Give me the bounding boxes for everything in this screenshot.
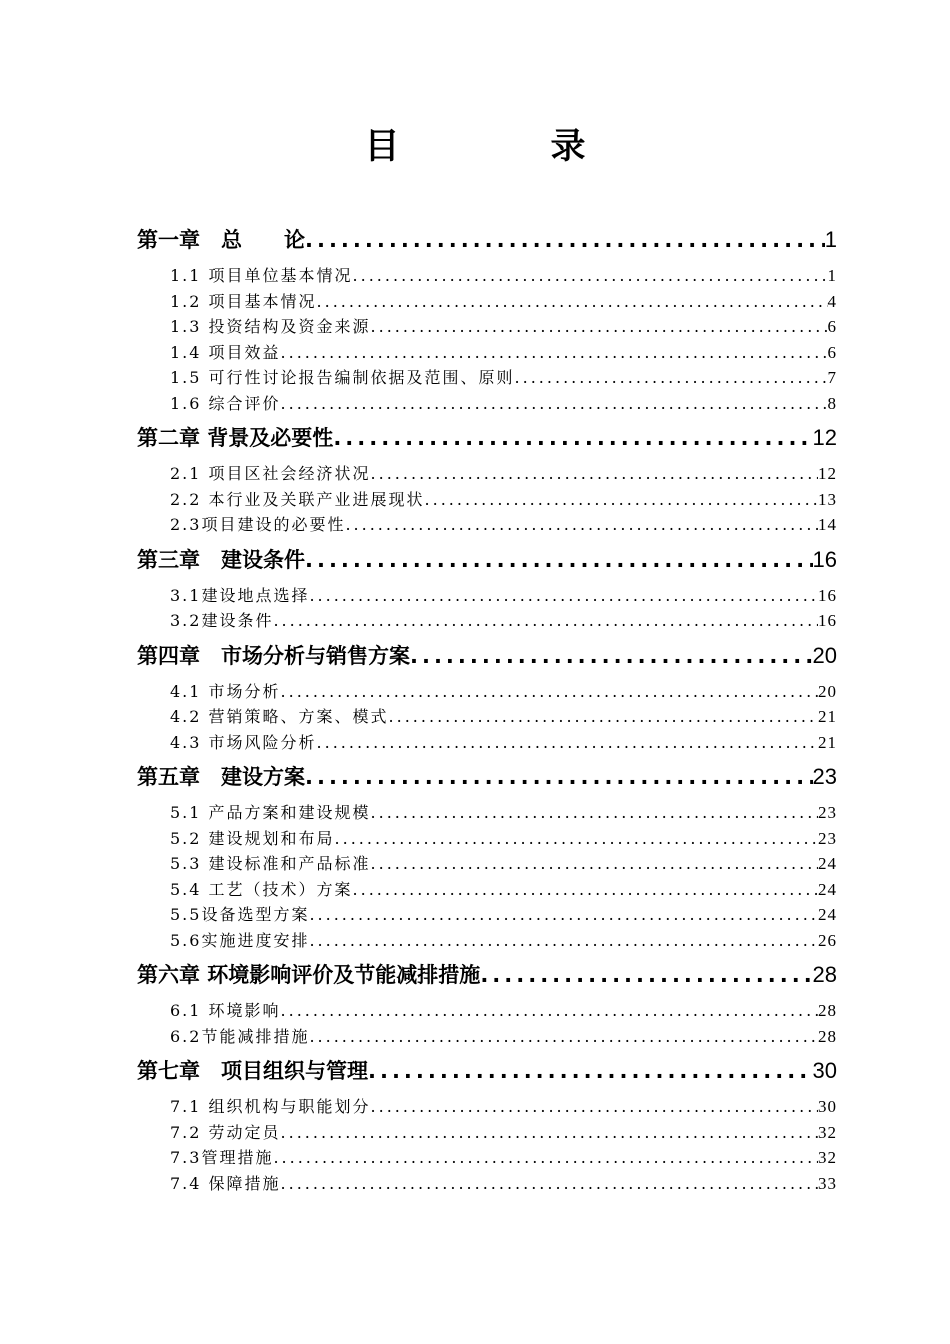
toc-section-page-number: 26 xyxy=(818,930,837,950)
toc-section-page-number: 13 xyxy=(818,489,837,509)
toc-chapter-entry[interactable] xyxy=(137,757,837,797)
toc-section-page-number: 32 xyxy=(818,1122,837,1142)
toc-section-entry[interactable] xyxy=(137,1171,837,1197)
toc-chapter-page-number: 1 xyxy=(824,227,837,252)
toc-dot-leader xyxy=(515,365,828,391)
toc-section-page-number: 24 xyxy=(818,905,837,924)
toc-section-page-number: 24 xyxy=(818,879,837,899)
toc-section-page-number: 33 xyxy=(818,1173,837,1193)
toc-section-page-number: 23 xyxy=(818,803,837,822)
toc-dot-leader xyxy=(353,263,828,289)
toc-section-title: 1.5 可行性讨论报告编制依据及范围、原则 xyxy=(170,368,515,387)
toc-section-entry[interactable] xyxy=(137,800,837,826)
toc-section-title: 6.2节能减排措施 xyxy=(170,1026,310,1046)
toc-section-page-number: 8 xyxy=(827,393,837,413)
toc-section-title: 1.4 项目效益 xyxy=(170,342,281,362)
toc-section-entry[interactable] xyxy=(137,998,837,1024)
toc-section-entry[interactable] xyxy=(137,730,837,756)
toc-chapter-page-number: 30 xyxy=(812,1058,837,1083)
toc-section-entry[interactable] xyxy=(137,583,837,609)
toc-dot-leader xyxy=(305,540,813,580)
toc-dot-leader xyxy=(309,1024,818,1050)
toc-chapter-title: 第五章 建设方案 xyxy=(137,765,305,789)
toc-dot-leader xyxy=(371,314,828,340)
toc-dot-leader xyxy=(281,998,818,1024)
toc-dot-leader xyxy=(335,826,818,852)
toc-section-page-number: 16 xyxy=(818,611,837,630)
toc-dot-leader xyxy=(333,418,812,458)
toc-section-entry[interactable] xyxy=(137,1145,837,1171)
toc-dot-leader xyxy=(425,487,818,513)
toc-dot-leader xyxy=(309,902,818,928)
toc-dot-leader xyxy=(309,583,818,609)
toc-section-page-number: 23 xyxy=(818,828,837,848)
toc-dot-leader xyxy=(281,679,818,705)
toc-chapter-entry[interactable] xyxy=(137,418,837,458)
toc-chapter-entry[interactable] xyxy=(137,1051,837,1091)
toc-section-entry[interactable] xyxy=(137,487,837,513)
toc-dot-leader xyxy=(273,608,818,634)
toc-section-entry[interactable] xyxy=(137,826,837,852)
toc-chapter-page-number: 16 xyxy=(812,546,837,572)
toc-chapter-page-number: 23 xyxy=(812,764,837,789)
toc-dot-leader xyxy=(281,1120,818,1146)
toc-chapter-entry[interactable] xyxy=(137,220,837,260)
toc-section-page-number: 24 xyxy=(818,854,837,873)
toc-section-entry[interactable] xyxy=(137,679,837,705)
toc-dot-leader xyxy=(389,704,818,730)
toc-chapter-title: 第一章 总 论 xyxy=(137,228,305,252)
toc-section-title: 7.1 组织机构与职能划分 xyxy=(170,1097,371,1116)
toc-dot-leader xyxy=(410,636,813,676)
toc-section-title: 7.3管理措施 xyxy=(170,1148,274,1167)
toc-section-title: 1.2 项目基本情况 xyxy=(170,291,317,311)
toc-section-entry[interactable] xyxy=(137,314,837,340)
toc-section-title: 5.2 建设规划和布局 xyxy=(170,828,335,848)
toc-section-title: 5.6实施进度安排 xyxy=(170,930,310,950)
toc-dot-leader xyxy=(345,512,818,538)
toc-section-title: 4.3 市场风险分析 xyxy=(170,732,317,752)
toc-chapter-title: 第四章 市场分析与销售方案 xyxy=(137,643,410,668)
toc-section-title: 2.2 本行业及关联产业进展现状 xyxy=(170,489,425,509)
toc-dot-leader xyxy=(305,757,813,797)
toc-section-title: 7.4 保障措施 xyxy=(170,1173,281,1193)
toc-section-entry[interactable] xyxy=(137,289,837,315)
toc-section-entry[interactable] xyxy=(137,365,837,391)
toc-section-page-number: 28 xyxy=(818,1026,837,1046)
toc-section-page-number: 28 xyxy=(818,1001,837,1020)
toc-dot-leader xyxy=(353,877,818,903)
toc-chapter-title: 第二章 背景及必要性 xyxy=(137,426,334,450)
toc-section-title: 7.2 劳动定员 xyxy=(170,1122,281,1142)
toc-section-page-number: 32 xyxy=(818,1148,837,1167)
toc-section-page-number: 7 xyxy=(827,368,837,387)
toc-title: 目 录 xyxy=(364,127,644,167)
toc-section-entry[interactable] xyxy=(137,851,837,877)
toc-section-entry[interactable] xyxy=(137,340,837,366)
toc-section-title: 5.3 建设标准和产品标准 xyxy=(170,854,371,873)
toc-chapter-page-number: 28 xyxy=(812,962,837,987)
toc-chapter-entry[interactable] xyxy=(137,540,837,580)
toc-section-page-number: 30 xyxy=(818,1097,837,1116)
toc-section-title: 2.3项目建设的必要性 xyxy=(170,515,346,534)
toc-section-entry[interactable] xyxy=(137,1120,837,1146)
toc-section-entry[interactable] xyxy=(137,902,837,928)
toc-dot-leader xyxy=(368,1051,813,1091)
toc-chapter-page-number: 12 xyxy=(812,425,837,450)
toc-section-title: 6.1 环境影响 xyxy=(170,1001,281,1020)
toc-section-page-number: 6 xyxy=(827,342,837,362)
toc-section-entry[interactable] xyxy=(137,391,837,417)
toc-dot-leader xyxy=(309,928,818,954)
toc-section-title: 5.5设备选型方案 xyxy=(170,905,310,924)
toc-dot-leader xyxy=(371,800,818,826)
toc-section-title: 1.1 项目单位基本情况 xyxy=(170,266,353,285)
toc-chapter-title: 第七章 项目组织与管理 xyxy=(137,1059,368,1083)
toc-section-title: 1.6 综合评价 xyxy=(170,393,281,413)
toc-section-page-number: 14 xyxy=(818,515,837,534)
toc-section-title: 3.1建设地点选择 xyxy=(170,585,310,605)
toc-chapter-entry[interactable] xyxy=(137,636,837,676)
toc-section-page-number: 20 xyxy=(818,681,837,701)
toc-chapter-entry[interactable] xyxy=(137,955,837,995)
toc-section-title: 4.2 营销策略、方案、模式 xyxy=(170,707,389,726)
toc-chapter-page-number: 20 xyxy=(812,642,837,668)
toc-chapter-title: 第三章 建设条件 xyxy=(137,547,305,572)
toc-dot-leader xyxy=(305,220,825,260)
toc-section-title: 5.4 工艺（技术）方案 xyxy=(170,879,353,899)
toc-section-entry[interactable] xyxy=(137,263,837,289)
toc-section-entry[interactable] xyxy=(137,608,837,634)
toc-section-entry[interactable] xyxy=(137,928,837,954)
toc-section-entry[interactable] xyxy=(137,704,837,730)
toc-section-entry[interactable] xyxy=(137,461,837,487)
table-of-contents xyxy=(137,218,837,1196)
toc-dot-leader xyxy=(281,340,828,366)
toc-section-page-number: 4 xyxy=(827,291,837,311)
toc-section-entry[interactable] xyxy=(137,877,837,903)
toc-dot-leader xyxy=(480,955,812,995)
toc-dot-leader xyxy=(371,461,818,487)
toc-section-entry[interactable] xyxy=(137,512,837,538)
toc-dot-leader xyxy=(371,1094,818,1120)
toc-dot-leader xyxy=(317,730,818,756)
toc-section-page-number: 12 xyxy=(818,464,837,483)
toc-section-page-number: 21 xyxy=(818,707,837,726)
toc-dot-leader xyxy=(317,289,828,315)
toc-section-entry[interactable] xyxy=(137,1024,837,1050)
toc-section-title: 2.1 项目区社会经济状况 xyxy=(170,464,371,483)
toc-section-entry[interactable] xyxy=(137,1094,837,1120)
toc-dot-leader xyxy=(273,1145,818,1171)
toc-section-page-number: 1 xyxy=(827,266,837,285)
toc-dot-leader xyxy=(281,1171,818,1197)
toc-section-page-number: 6 xyxy=(827,317,837,336)
toc-dot-leader xyxy=(281,391,828,417)
toc-section-title: 3.2建设条件 xyxy=(170,611,274,630)
toc-section-title: 1.3 投资结构及资金来源 xyxy=(170,317,371,336)
toc-section-page-number: 21 xyxy=(818,732,837,752)
toc-section-title: 4.1 市场分析 xyxy=(170,681,281,701)
toc-chapter-title: 第六章 环境影响评价及节能减排措施 xyxy=(137,963,481,987)
toc-dot-leader xyxy=(371,851,818,877)
toc-section-title: 5.1 产品方案和建设规模 xyxy=(170,803,371,822)
toc-section-page-number: 16 xyxy=(818,585,837,605)
